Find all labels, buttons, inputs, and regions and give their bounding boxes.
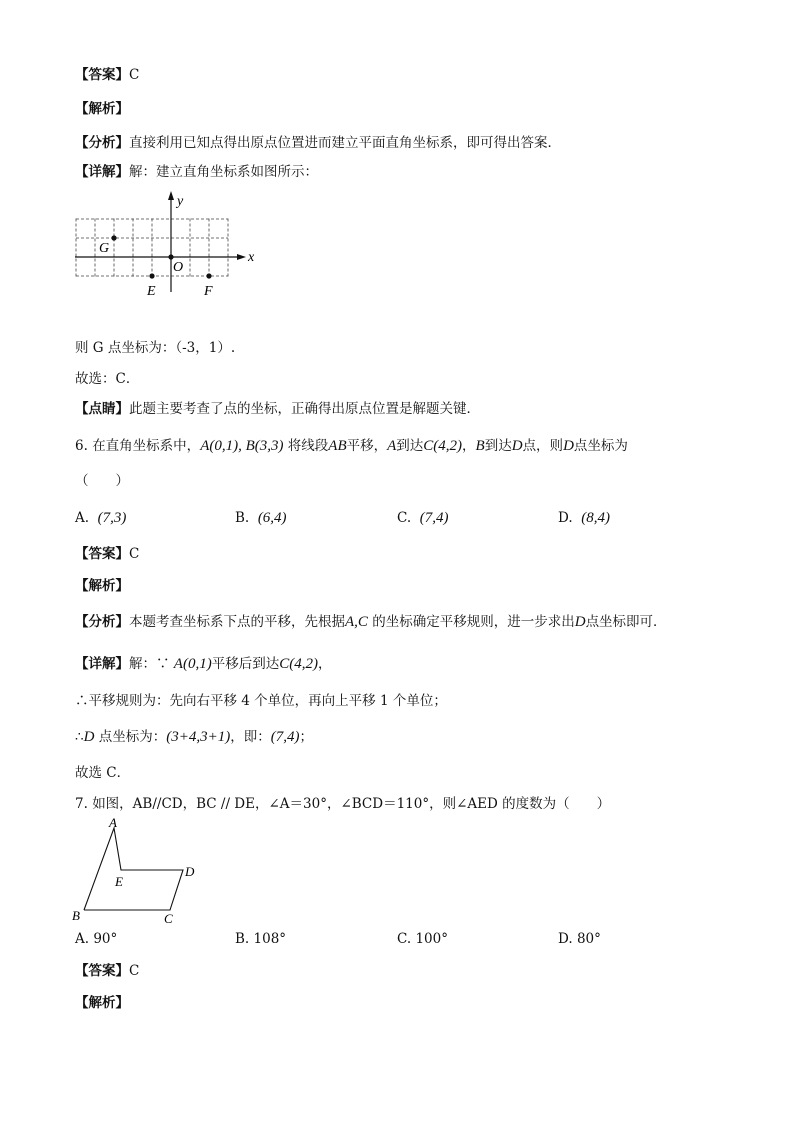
q5-dianjing-line <box>75 400 480 418</box>
label-e: E <box>115 874 123 889</box>
label-e: E <box>147 284 156 299</box>
q6-option-d: D. (8,4) <box>558 510 610 526</box>
q7-option-c: C. 100° <box>397 931 448 947</box>
coordinate-figure <box>70 190 260 325</box>
answer-value: C <box>129 67 140 83</box>
q6-answer-line: 【答案】C <box>75 546 140 562</box>
geometry-figure <box>68 814 208 929</box>
points <box>99 235 213 299</box>
q5-choose: 故选：C． <box>75 371 140 387</box>
q7-option-a: A. 90° <box>75 931 118 947</box>
fenxi-tag: 【分析】 <box>75 135 129 151</box>
detail-text: 解：建立直角坐标系如图所示： <box>129 164 318 180</box>
q5-fenxi-line <box>75 134 561 152</box>
origin-point <box>168 254 173 259</box>
q5-analysis-tag: 【解析】 <box>75 101 129 117</box>
q5-answer-line <box>75 66 139 84</box>
dianjing-tag: 【点睛】 <box>75 401 129 417</box>
answer-tag: 【答案】 <box>75 67 129 83</box>
point-g <box>111 235 116 240</box>
y-axis-arrow <box>168 191 174 200</box>
q6-stem: 6. 在直角坐标系中，A(0,1), B(3,3) 将线段AB平移，A到达C(4,2)，B到达D点，则D点坐标为 <box>75 438 628 454</box>
q7-answer-line: 【答案】C <box>75 963 140 979</box>
point-f <box>206 273 211 278</box>
detail-tag: 【详解】 <box>75 164 129 180</box>
point-e <box>149 273 154 278</box>
figure-outline <box>84 828 183 910</box>
q6-fenxi-line: 【分析】本题考查坐标系下点的平移，先根据A,C 的坐标确定平移规则，进一步求出D点坐标即可． <box>75 614 667 630</box>
label-d: D <box>185 864 195 879</box>
x-axis-label: x <box>248 250 255 265</box>
dianjing-text: 此题主要考查了点的坐标，正确得出原点位置是解题关键． <box>129 401 480 417</box>
label-c: C <box>164 911 173 926</box>
q6-option-a: A. (7,3) <box>75 510 127 526</box>
q7-option-d: D. 80° <box>558 931 601 947</box>
q6-analysis-tag: 【解析】 <box>75 578 129 594</box>
q7-option-b: B. 108° <box>235 931 287 947</box>
q6-option-c: C. (7,4) <box>397 510 449 526</box>
q5-g-coord: 则 G 点坐标为：（-3，1）. <box>75 340 236 356</box>
q6-paren: （ ） <box>75 473 129 489</box>
q7-analysis-tag: 【解析】 <box>75 995 129 1011</box>
q6-option-b: B. (6,4) <box>235 510 287 526</box>
label-g: G <box>99 241 110 256</box>
y-axis-label: y <box>177 194 184 209</box>
q6-choose: 故选 C． <box>75 765 131 781</box>
q5-detail-line <box>75 163 318 181</box>
label-a: A <box>109 815 117 830</box>
label-f: F <box>204 284 213 299</box>
x-axis-arrow <box>237 254 246 260</box>
q7-stem: 7. 如图，AB//CD，BC // DE，∠A＝30°，∠BCD＝110°，则∠AED 的度数为（ ） <box>75 796 611 812</box>
q6-rule: ∴平移规则为：先向右平移 4 个单位，再向上平移 1 个单位； <box>75 693 447 709</box>
q6-detail-line: 【详解】解：∵ A(0,1)平移后到达C(4,2)， <box>75 656 332 672</box>
origin-label: O <box>173 260 184 275</box>
q6-d-coord: ∴D 点坐标为：(3+4,3+1)，即：(7,4)； <box>75 729 313 745</box>
fenxi-text: 直接利用已知点得出原点位置进而建立平面直角坐标系，即可得出答案． <box>129 135 561 151</box>
label-b: B <box>72 908 80 923</box>
